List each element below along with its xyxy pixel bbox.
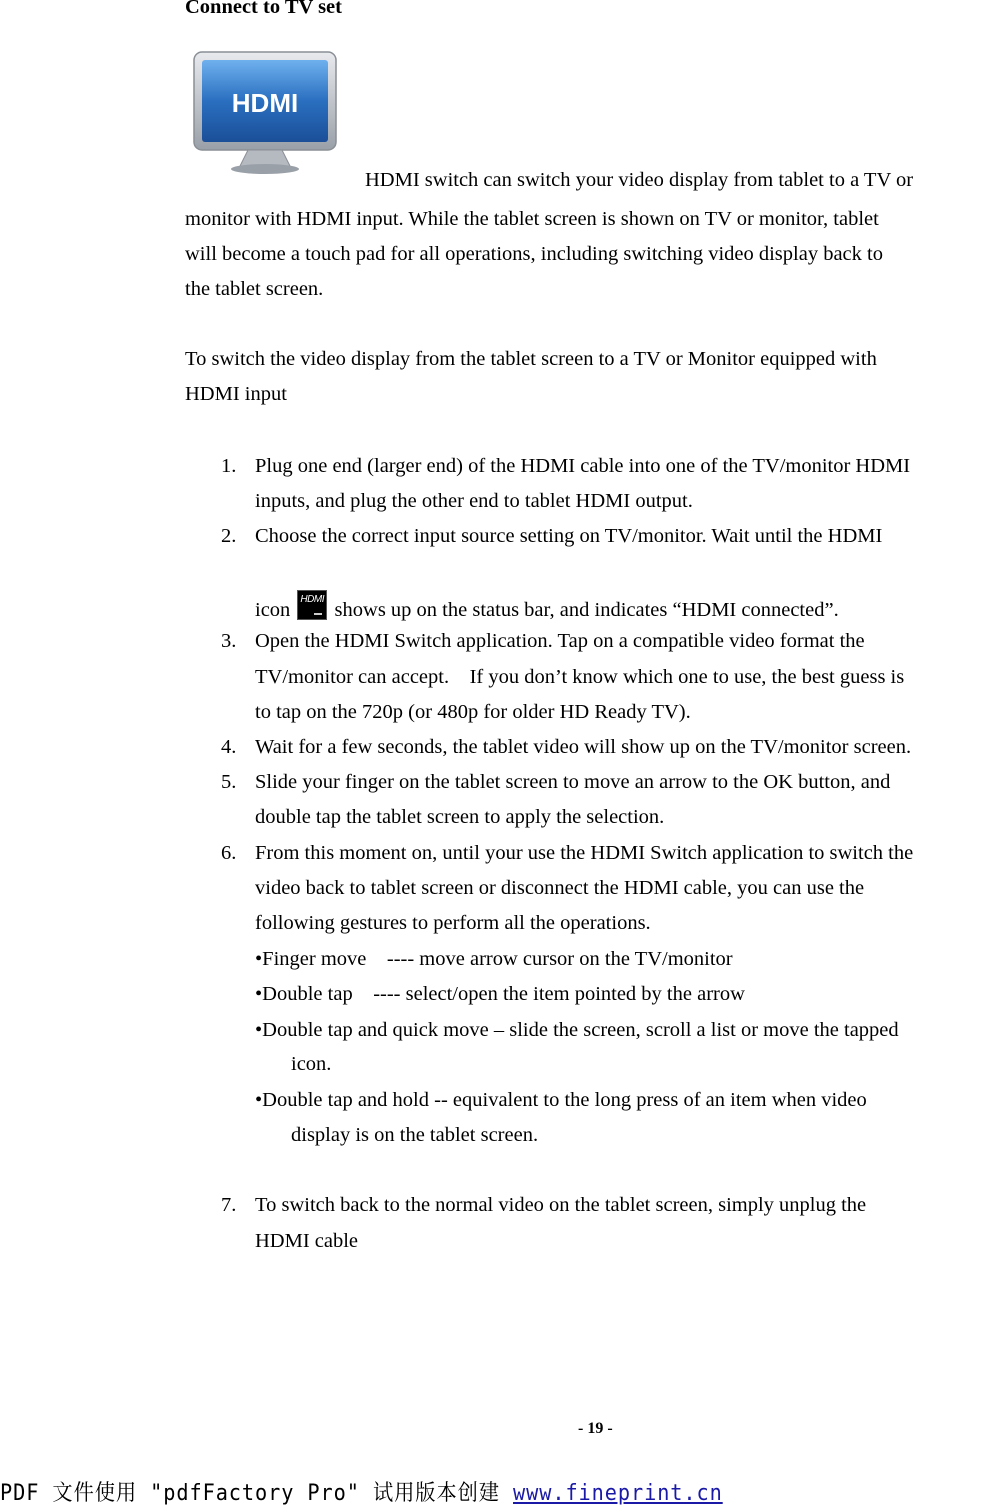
step-2-icon-word: icon	[255, 599, 291, 621]
page-title: Connect to TV set	[185, 0, 342, 18]
step-7-line-1: To switch back to the normal video on the tablet screen, simply unplug the	[255, 1194, 867, 1216]
step-3-line-1: Open the HDMI Switch application. Tap on a compatible video format the	[255, 630, 865, 652]
step-6-line-3: following gestures to perform all the operations.	[255, 912, 651, 934]
subtitle-line-1: To switch the video display from the tablet screen to a TV or Monitor equipped with	[185, 348, 877, 370]
step-2-line-2	[255, 590, 839, 622]
gesture-double-tap-hold-cont: display is on the tablet screen.	[291, 1124, 539, 1146]
step-2-line-2-rest: shows up on the status bar, and indicates “HDMI connected”.	[334, 599, 839, 621]
subtitle-line-2: HDMI input	[185, 383, 287, 405]
step-2-line-1: Choose the correct input source setting on TV/monitor. Wait until the HDMI	[255, 525, 883, 547]
step-7-number: 7.	[221, 1194, 237, 1216]
step-5-line-1: Slide your finger on the tablet screen to move an arrow to the OK button, and	[255, 771, 891, 793]
gesture-double-tap-move-cont: icon.	[291, 1053, 332, 1075]
step-5-line-2: double tap the tablet screen to apply the selection.	[255, 806, 665, 828]
footer-link[interactable]: www.fineprint.cn	[513, 1481, 723, 1506]
gesture-finger-move: •Finger move ---- move arrow cursor on the TV/monitor	[255, 948, 733, 970]
step-6-number: 6.	[221, 842, 237, 864]
gesture-double-tap-move: •Double tap and quick move – slide the screen, scroll a list or move the tapped	[255, 1019, 899, 1041]
hdmi-monitor-icon	[190, 50, 340, 176]
intro-line-1: HDMI switch can switch your video display from tablet to a TV or	[365, 169, 914, 191]
step-4-number: 4.	[221, 736, 237, 758]
step-3-number: 3.	[221, 630, 237, 652]
intro-line-2: monitor with HDMI input. While the tablet screen is shown on TV or monitor, tablet	[185, 208, 879, 230]
step-3-line-3: to tap on the 720p (or 480p for older HD Ready TV).	[255, 701, 691, 723]
step-2-number: 2.	[221, 525, 237, 547]
step-7-line-2: HDMI cable	[255, 1230, 359, 1252]
step-1-line-1: Plug one end (larger end) of the HDMI cable into one of the TV/monitor HDMI	[255, 455, 911, 477]
step-4-line-1: Wait for a few seconds, the tablet video will show up on the TV/monitor screen.	[255, 736, 912, 758]
page-number: - 19 -	[578, 1420, 613, 1437]
logo-text: HDMI	[231, 88, 299, 118]
footer-text: PDF 文件使用 "pdfFactory Pro" 试用版本创建	[0, 1481, 514, 1506]
step-6-line-1: From this moment on, until your use the HDMI Switch application to switch the	[255, 842, 914, 864]
step-3-line-2: TV/monitor can accept. If you don’t know which one to use, the best guess is	[255, 666, 905, 688]
step-6-line-2: video back to tablet screen or disconnect the HDMI cable, you can use the	[255, 877, 865, 899]
gesture-double-tap-hold: •Double tap and hold -- equivalent to the long press of an item when video	[255, 1089, 867, 1111]
hdmi-status-icon: HDMI	[297, 590, 327, 620]
step-5-number: 5.	[221, 771, 237, 793]
intro-line-4: the tablet screen.	[185, 278, 324, 300]
step-1-line-2: inputs, and plug the other end to tablet HDMI output.	[255, 490, 693, 512]
intro-line-3: will become a touch pad for all operations, including switching video display back to	[185, 243, 883, 265]
step-1-number: 1.	[221, 455, 237, 477]
gesture-double-tap: •Double tap ---- select/open the item pointed by the arrow	[255, 983, 745, 1005]
pdf-footer	[0, 1476, 723, 1507]
